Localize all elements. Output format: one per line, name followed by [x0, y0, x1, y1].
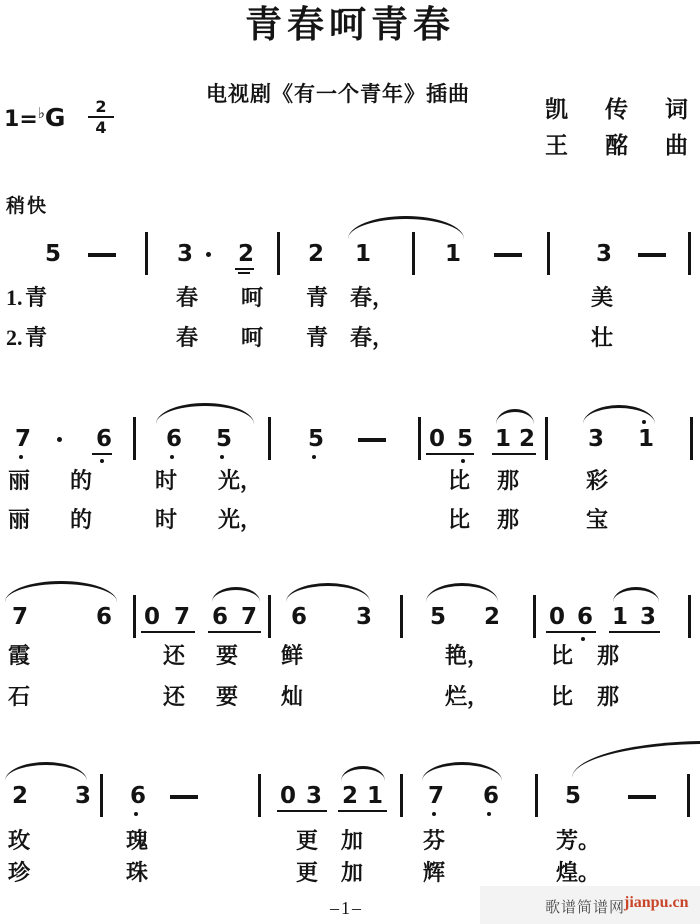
note: 3	[356, 604, 373, 630]
note: 6	[212, 604, 229, 630]
note: 0	[280, 783, 297, 809]
slur	[422, 762, 502, 781]
octave-dot-low	[134, 812, 138, 816]
eighth-underline	[208, 631, 261, 633]
note: 5	[45, 241, 62, 267]
lyric-syllable: 玫	[8, 828, 31, 853]
lyric-syllable: 珍	[8, 860, 31, 885]
lyric-syllable: 青	[306, 285, 329, 310]
tempo-marking: 稍快	[6, 196, 49, 217]
barline	[535, 774, 538, 817]
lyric-syllable: 青	[25, 325, 48, 350]
barline	[100, 774, 103, 817]
duration-dash	[88, 253, 116, 257]
song-subtitle: 电视剧《有一个青年》插曲	[206, 82, 470, 106]
duration-dash	[170, 795, 198, 799]
note: 6	[166, 426, 183, 452]
barline	[688, 232, 691, 275]
lyric-syllable: 春	[176, 285, 199, 310]
meter-denominator: 4	[95, 118, 107, 138]
note: 3	[75, 783, 92, 809]
octave-dot-low	[432, 812, 436, 816]
credit-char: 曲	[665, 132, 688, 158]
note: 1	[445, 241, 462, 267]
note: 2	[519, 426, 536, 452]
duration-dash	[358, 438, 386, 442]
lyric-syllable: 青	[306, 325, 329, 350]
octave-dot-high	[642, 420, 646, 424]
barline	[133, 417, 136, 460]
note: 2	[484, 604, 501, 630]
lyric-syllable: 烂，	[445, 684, 490, 709]
eighth-underline	[609, 631, 660, 633]
barline	[418, 417, 421, 460]
note: 7	[174, 604, 191, 630]
lyric-syllable: 还	[163, 684, 186, 709]
octave-dot-low	[19, 455, 23, 459]
note: 7	[12, 604, 29, 630]
slur	[348, 216, 464, 239]
lyric-syllable: 的	[70, 507, 93, 532]
octave-dot-low	[461, 459, 465, 463]
note: 5	[457, 426, 474, 452]
lyric-syllable: 珠	[126, 860, 149, 885]
credit-char: 传	[605, 97, 628, 122]
lyric-syllable: 的	[70, 468, 93, 493]
lyric-syllable: 春，	[350, 285, 395, 310]
key-equals: =	[19, 107, 38, 132]
lyric-syllable: 瑰	[126, 828, 149, 853]
note: 1	[638, 426, 655, 452]
lyric-syllable: 加	[341, 860, 364, 885]
octave-dot-low	[581, 637, 585, 641]
lyric-syllable: 那	[597, 643, 620, 668]
note: 2	[308, 241, 325, 267]
barline	[690, 417, 693, 460]
meter-numerator: 2	[88, 97, 114, 118]
lyric-syllable: 比	[448, 468, 471, 493]
song-title: 青春呵青春	[245, 5, 455, 46]
lyric-syllable: 春	[176, 325, 199, 350]
lyric-syllable: 青	[25, 285, 48, 310]
credits	[545, 92, 688, 163]
credit-char: 酩	[605, 132, 628, 158]
augmentation-dot	[57, 437, 62, 442]
note: 1	[355, 241, 372, 267]
barline	[268, 595, 271, 638]
lyric-syllable: 鲜	[281, 643, 304, 668]
barline	[258, 774, 261, 817]
eighth-underline	[492, 453, 536, 455]
lyric-syllable: 呵	[241, 285, 264, 310]
slur	[341, 766, 385, 781]
note: 1	[612, 604, 629, 630]
lyric-syllable: 宝	[586, 507, 609, 532]
lyric-syllable: 辉	[423, 860, 446, 885]
credit-row	[545, 128, 688, 164]
eighth-underline	[235, 268, 254, 270]
note: 3	[306, 783, 323, 809]
eighth-underline	[92, 453, 112, 455]
duration-dash	[638, 253, 666, 257]
note: 6	[96, 604, 113, 630]
barline	[533, 595, 536, 638]
page-number: –1–	[330, 898, 363, 918]
watermark-site-name: 歌谱简谱网	[545, 900, 626, 916]
lyric-syllable: 丽	[8, 468, 31, 493]
barline	[133, 595, 136, 638]
tie-continuation	[572, 741, 700, 778]
note: 6	[577, 604, 594, 630]
lyric-syllable: 那	[597, 684, 620, 709]
note: 5	[430, 604, 447, 630]
note: 5	[216, 426, 233, 452]
barline	[688, 595, 691, 638]
barline	[400, 595, 403, 638]
lyric-syllable: 比	[551, 684, 574, 709]
octave-dot-low	[312, 455, 316, 459]
note: 5	[565, 783, 582, 809]
eighth-underline	[546, 631, 596, 633]
slur	[426, 583, 498, 602]
flat-sign: ♭	[37, 104, 45, 122]
slur	[286, 583, 370, 602]
note: 5	[308, 426, 325, 452]
time-signature	[88, 97, 114, 137]
slur	[5, 581, 117, 602]
note: 2	[238, 241, 255, 267]
note: 7	[428, 783, 445, 809]
note: 0	[429, 426, 446, 452]
octave-dot-low	[487, 812, 491, 816]
note: 2	[12, 783, 29, 809]
lyric-syllable: 还	[163, 643, 186, 668]
note: 3	[596, 241, 613, 267]
note: 6	[96, 426, 113, 452]
note: 1	[495, 426, 512, 452]
note: 3	[640, 604, 657, 630]
barline	[547, 232, 550, 275]
key-letter: G	[44, 103, 66, 132]
barline	[277, 232, 280, 275]
note: 0	[144, 604, 161, 630]
lyric-syllable: 芳。	[556, 828, 601, 853]
lyric-syllable: 呵	[241, 325, 264, 350]
note: 7	[15, 426, 32, 452]
note: 6	[483, 783, 500, 809]
octave-dot-low	[170, 455, 174, 459]
note: 0	[549, 604, 566, 630]
lyric-syllable: 艳，	[445, 643, 490, 668]
slur	[613, 587, 659, 602]
credit-row	[545, 92, 688, 128]
lyric-syllable: 彩	[586, 468, 609, 493]
duration-dash	[628, 795, 656, 799]
note: 7	[241, 604, 258, 630]
eighth-underline	[338, 810, 387, 812]
lyric-syllable: 1.	[6, 285, 23, 310]
octave-dot-low	[100, 459, 104, 463]
barline	[400, 774, 403, 817]
note: 6	[291, 604, 308, 630]
lyric-syllable: 光，	[218, 468, 263, 493]
lyric-syllable: 更	[296, 828, 319, 853]
lyric-syllable: 要	[216, 684, 239, 709]
barline	[545, 417, 548, 460]
note: 1	[367, 783, 384, 809]
slur	[156, 403, 254, 424]
credit-char: 王	[545, 132, 568, 158]
lyric-syllable: 加	[341, 828, 364, 853]
lyric-syllable: 壮	[591, 325, 614, 350]
lyric-syllable: 美	[591, 285, 614, 310]
lyric-syllable: 煌。	[556, 860, 601, 885]
lyric-syllable: 霞	[8, 643, 31, 668]
note: 3	[177, 241, 194, 267]
lyric-syllable: 那	[497, 507, 520, 532]
slur	[212, 587, 260, 602]
lyric-syllable: 丽	[8, 507, 31, 532]
barline	[687, 774, 690, 817]
credit-char: 凯	[545, 97, 568, 122]
lyric-syllable: 芬	[423, 828, 446, 853]
key-do: 1	[4, 107, 20, 132]
lyric-syllable: 光，	[218, 507, 263, 532]
lyric-syllable: 比	[448, 507, 471, 532]
lyric-syllable: 更	[296, 860, 319, 885]
eighth-underline	[426, 453, 474, 455]
note: 3	[588, 426, 605, 452]
eighth-underline	[238, 272, 250, 274]
octave-dot-low	[220, 455, 224, 459]
slur	[496, 409, 534, 424]
lyric-syllable: 要	[216, 643, 239, 668]
augmentation-dot	[206, 252, 211, 257]
lyric-syllable: 2.	[6, 325, 23, 350]
barline	[145, 232, 148, 275]
note: 6	[130, 783, 147, 809]
barline	[268, 417, 271, 460]
duration-dash	[494, 253, 522, 257]
lyric-syllable: 时	[155, 468, 178, 493]
lyric-syllable: 那	[497, 468, 520, 493]
slur	[5, 762, 87, 781]
barline	[412, 232, 415, 275]
eighth-underline	[141, 631, 195, 633]
lyric-syllable: 灿	[281, 684, 304, 709]
lyric-syllable: 石	[8, 684, 31, 709]
watermark-site-url: jianpu.cn	[624, 894, 689, 911]
eighth-underline	[277, 810, 327, 812]
lyric-syllable: 比	[551, 643, 574, 668]
credit-char: 词	[665, 97, 688, 122]
note: 2	[342, 783, 359, 809]
lyric-syllable: 春，	[350, 325, 395, 350]
lyric-syllable: 时	[155, 507, 178, 532]
key-signature	[4, 97, 107, 138]
